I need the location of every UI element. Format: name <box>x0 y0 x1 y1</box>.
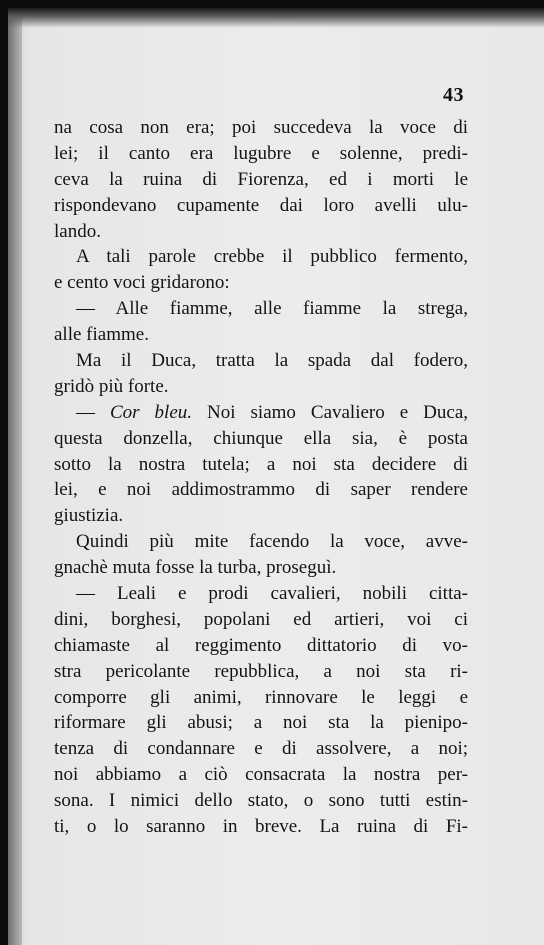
text-line: ceva la ruina di Fiorenza, ed i morti le <box>54 168 468 190</box>
page-binding-shadow <box>8 8 22 945</box>
text-line: gridò più forte. <box>54 375 169 397</box>
text-line: riformare gli abusi; a noi sta la pienipo- <box>54 712 468 734</box>
text-line: — Leali e prodi cavalieri, nobili citta- <box>76 583 468 605</box>
text-line: Ma il Duca, tratta la spada dal fodero, <box>76 350 468 372</box>
text-line: noi abbiamo a ciò consacrata la nostra per- <box>54 764 468 786</box>
book-page <box>8 8 544 945</box>
text-line: tenza di condannare e di assolvere, a noi; <box>54 738 468 760</box>
text-line: rispondevano cupamente dai loro avelli ulu- <box>54 194 468 216</box>
text-line: sotto la nostra tutela; a noi sta decidere di <box>54 453 468 475</box>
text-line: chiamaste al reggimento dittatorio di vo- <box>54 634 468 656</box>
text-line: giustizia. <box>54 505 124 527</box>
text-line: questa donzella, chiunque ella sia, è posta <box>54 427 468 449</box>
italic-phrase: Cor bleu. <box>110 401 193 423</box>
text-line: alle fiamme. <box>54 324 149 346</box>
body-text <box>54 115 468 840</box>
text-line: — Alle fiamme, alle fiamme la strega, <box>76 298 468 320</box>
page-number: 43 <box>443 84 464 106</box>
text-line: ti, o lo saranno in breve. La ruina di Fi- <box>54 816 468 838</box>
text-line: A tali parole crebbe il pubblico fermento, <box>76 246 468 268</box>
text-line: Quindi più mite facendo la voce, avve- <box>76 531 468 553</box>
text-line: e cento voci gridarono: <box>54 272 230 294</box>
text-line: gnachè muta fosse la turba, proseguì. <box>54 557 337 579</box>
text-line: na cosa non era; poi succedeva la voce di <box>54 117 468 138</box>
line-rest: Noi siamo Cavaliero e Duca, <box>192 401 469 423</box>
text-line: dini, borghesi, popolani ed artieri, voi ci <box>54 608 468 630</box>
text-line: lei, e noi addimostrammo di saper rendere <box>54 479 468 501</box>
text-line: sona. I nimici dello stato, o sono tutti estin- <box>54 790 468 812</box>
text-line: stra pericolante repubblica, a noi sta ri- <box>54 660 468 682</box>
text-line: comporre gli animi, rinnovare le leggi e <box>54 686 468 708</box>
text-line: lei; il canto era lugubre e solenne, predi- <box>54 142 468 164</box>
page-top-edge <box>8 8 544 28</box>
text-line <box>54 400 468 426</box>
dash: — <box>76 401 110 423</box>
text-line: lando. <box>54 220 101 242</box>
